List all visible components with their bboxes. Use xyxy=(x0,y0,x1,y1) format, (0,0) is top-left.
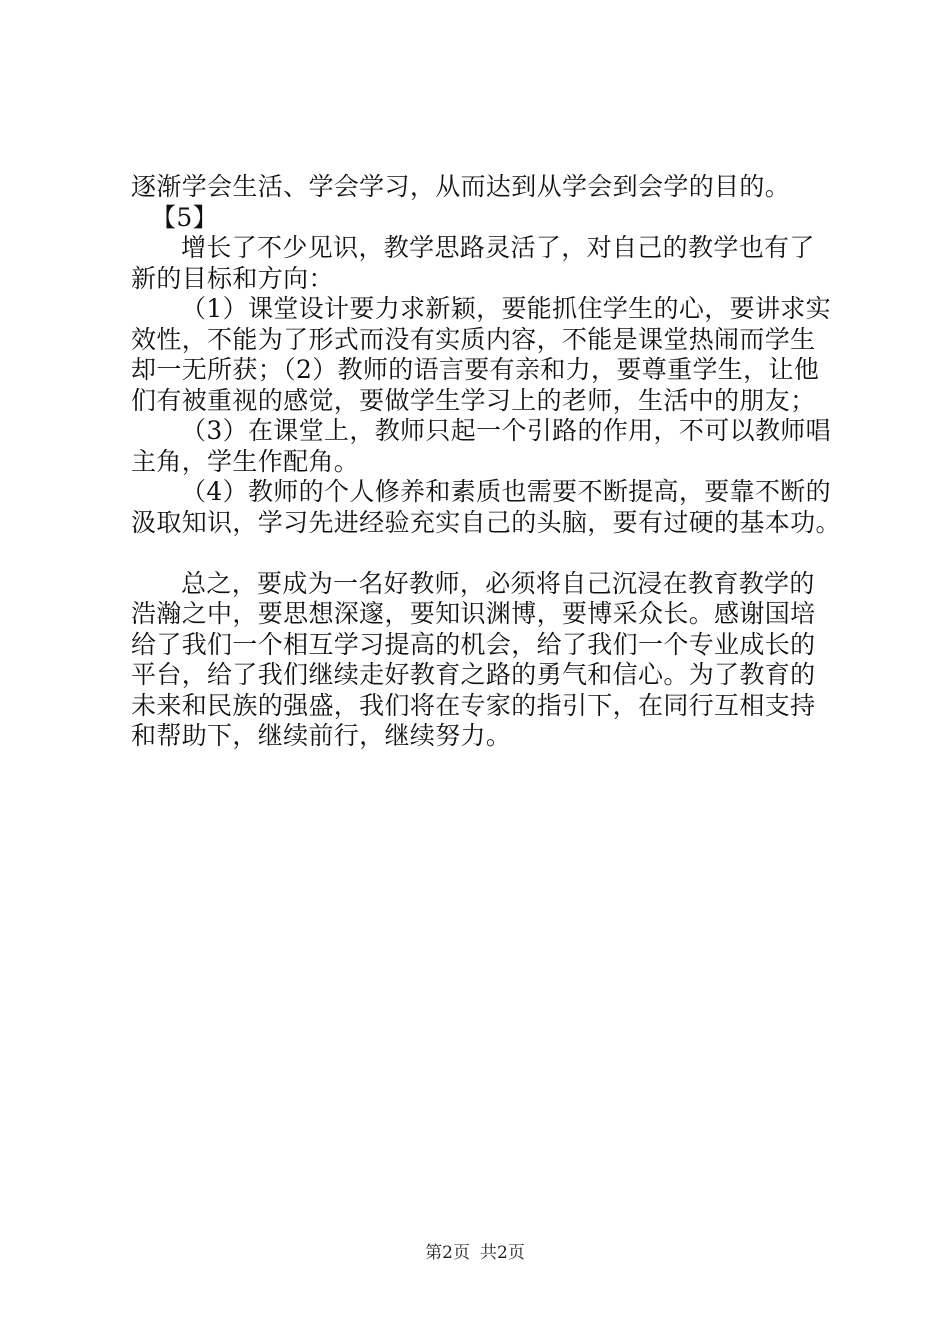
page-total: 共2页 xyxy=(480,1243,525,1263)
text-line: 汲取知识，学习先进经验充实自己的头脑，要有过硬的基本功。 xyxy=(131,507,841,537)
text-line: （4）教师的个人修养和素质也需要不断提高，要靠不断的 xyxy=(181,477,832,506)
section-number: 【5】 xyxy=(151,202,218,232)
text-line: 增长了不少见识，教学思路灵活了，对自己的教学也有了 xyxy=(181,233,815,262)
paragraph-gap xyxy=(131,538,836,569)
page-footer xyxy=(0,1241,950,1265)
text-line: 新的目标和方向： xyxy=(131,263,334,293)
text-line: 浩瀚之中，要思想深邃，要知识渊博，要博采众长。感谢国培 xyxy=(131,599,816,628)
text-line: 未来和民族的强盛，我们将在专家的指引下，在同行互相支持 xyxy=(131,690,816,720)
text-line: （1）课堂设计要力求新颖，要能抓住学生的心，要讲求实 xyxy=(181,294,832,323)
document-body xyxy=(131,172,841,752)
text-line: 却一无所获；（2）教师的语言要有亲和力，要尊重学生，让他 xyxy=(131,355,820,384)
page-number: 第2页 xyxy=(425,1243,470,1263)
text-line: 效性，不能为了形式而没有实质内容，不能是课堂热闹而学生 xyxy=(131,324,816,354)
text-line: 们有被重视的感觉，要做学生学习上的老师，生活中的朋友； xyxy=(131,385,816,415)
text-line: 逐渐学会生活、学会学习，从而达到从学会到会学的目的。 xyxy=(131,172,791,201)
text-line: 给了我们一个相互学习提高的机会，给了我们一个专业成长的 xyxy=(131,629,816,659)
text-line: 主角，学生作配角。 xyxy=(131,446,360,476)
text-line: 总之，要成为一名好教师，必须将自己沉浸在教育教学的 xyxy=(181,568,815,598)
text-line: 平台，给了我们继续走好教育之路的勇气和信心。为了教育的 xyxy=(131,660,816,689)
text-line: 和帮助下，继续前行，继续努力。 xyxy=(131,721,512,750)
text-line: （3）在课堂上，教师只起一个引路的作用，不可以教师唱 xyxy=(181,416,832,445)
